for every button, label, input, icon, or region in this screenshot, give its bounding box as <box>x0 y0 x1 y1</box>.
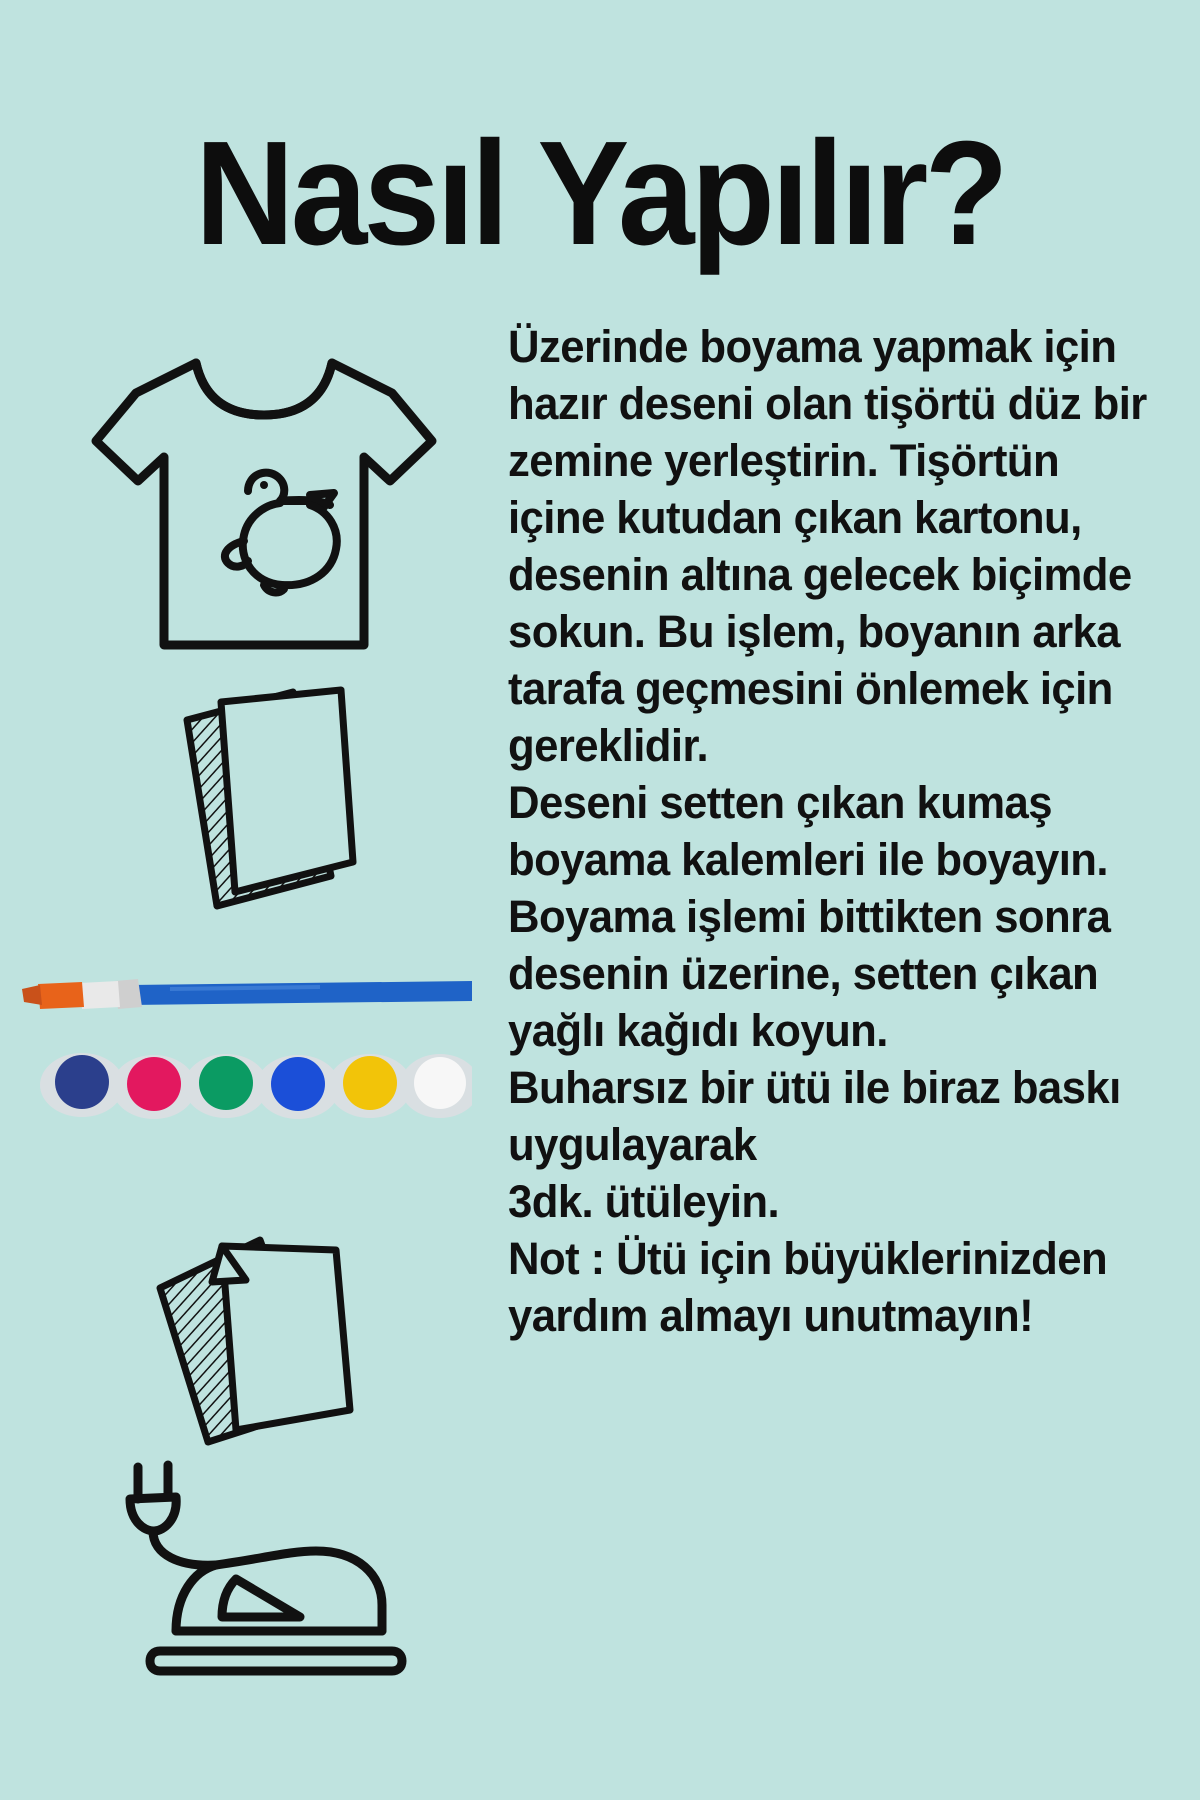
cardboard-sheets-icon <box>175 680 365 915</box>
paragraph-5: 3dk. ütüleyin. <box>508 1176 780 1227</box>
page-title: Nasıl Yapılır? <box>195 111 1005 276</box>
baking-paper-sheets-icon <box>150 1230 380 1460</box>
paint-palette-icon <box>22 1030 472 1140</box>
paragraph-2: Deseni setten çıkan kumaş boyama kalemleri ile boyayın. <box>508 777 1108 885</box>
clothes-iron-icon <box>120 1455 410 1705</box>
paragraph-note: Not : Ütü için büyüklerinizden yardım almayı unutmayın! <box>508 1233 1108 1341</box>
tshirt-with-duck-outline-icon <box>78 345 448 665</box>
instructions-text <box>508 318 1188 1344</box>
paint-brush-icon <box>20 975 475 1015</box>
paragraph-3: Boyama işlemi bittikten sonra desenin üzerine, setten çıkan yağlı kağıdı koyun. <box>508 891 1111 1056</box>
paragraph-1: Üzerinde boyama yapmak için hazır deseni olan tişörtü düz bir zemine yerleştirin. Tişörtün içine kutudan çıkan kartonu, desenin altına gelecek biçimde sokun. Bu işlem, boyanın arka tarafa geçmesini önlemek için gereklidir. <box>508 321 1147 771</box>
paragraph-4: Buharsız bir ütü ile biraz baskı uygulayarak <box>508 1062 1121 1170</box>
